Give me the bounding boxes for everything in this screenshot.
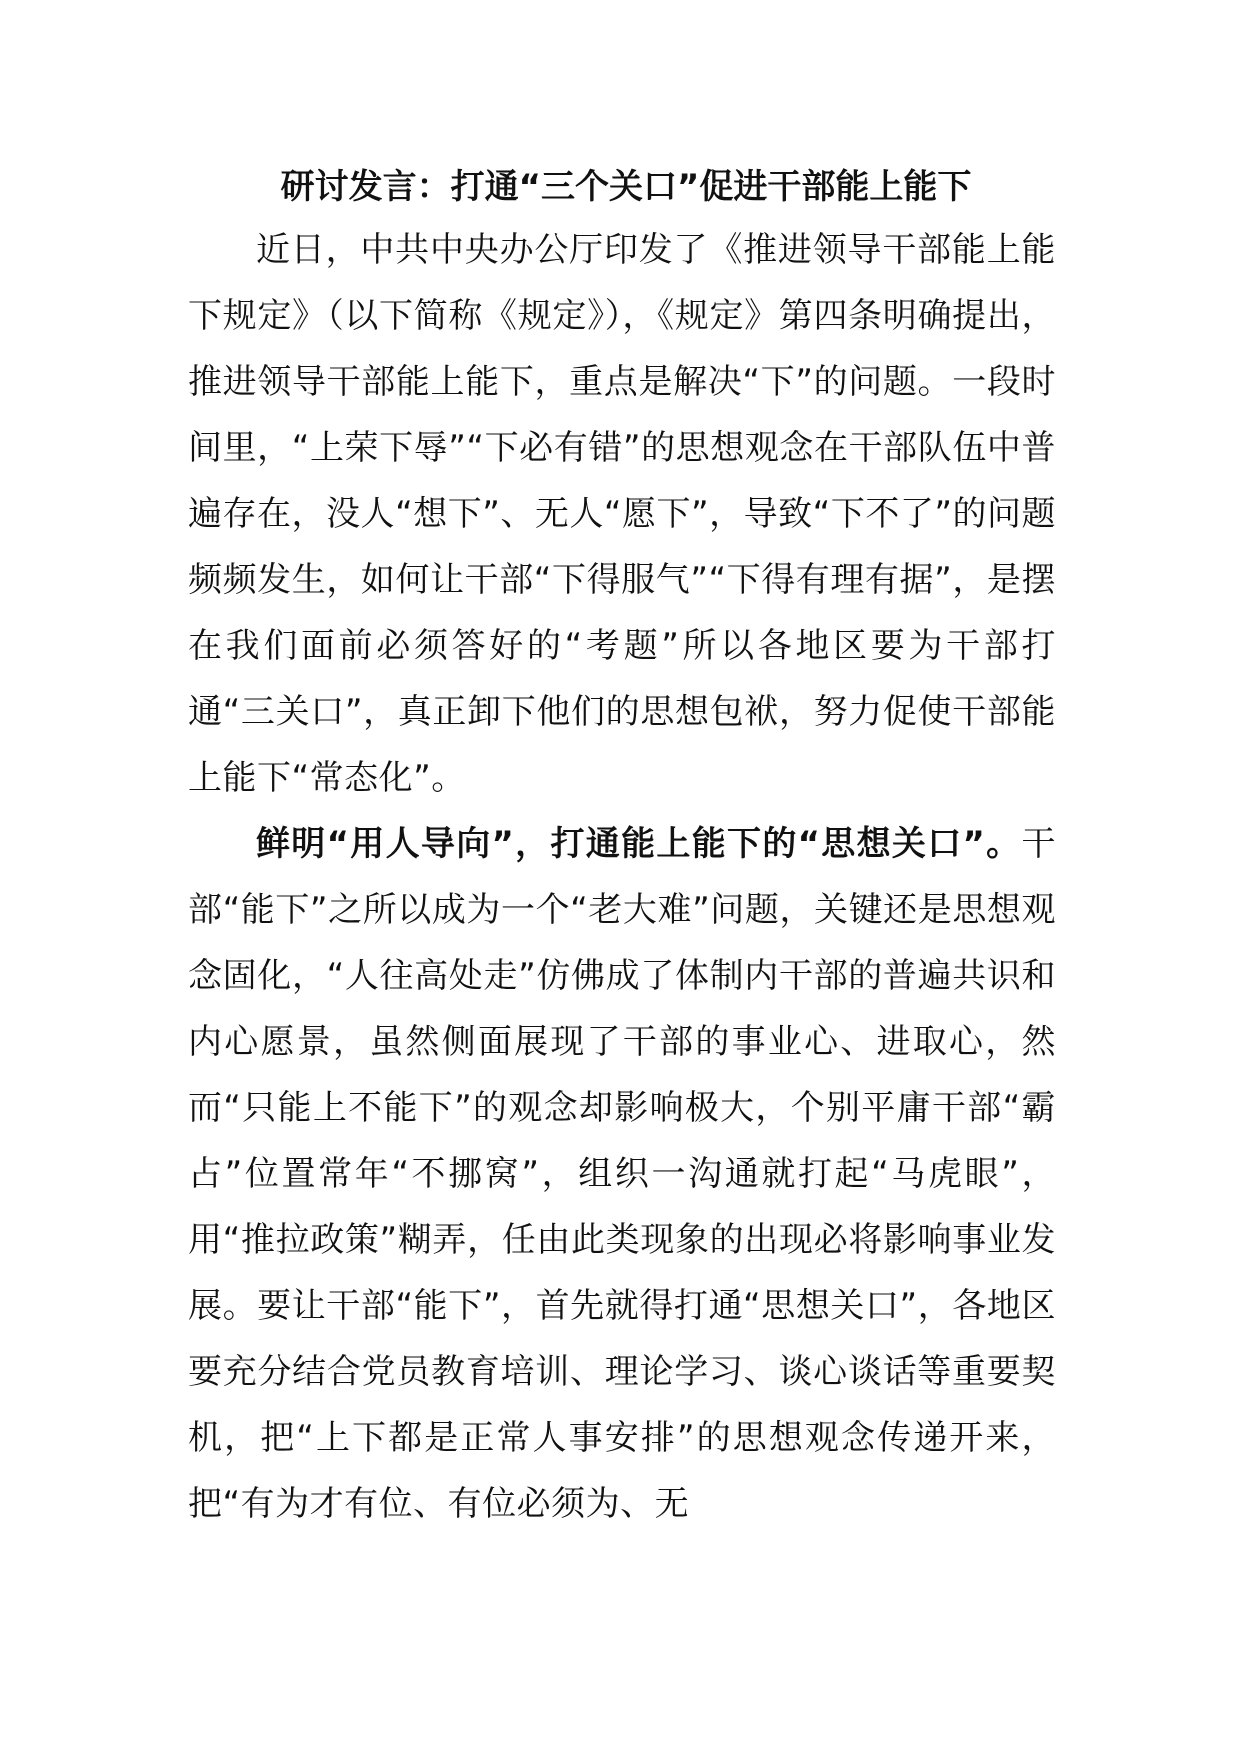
- document-body: [188, 157, 1056, 1537]
- paragraph-thought-gate-text: 干部“能下”之所以成为一个“老大难”问题，关键还是思想观念固化，“人往高处走”仿佛成了体制内干部的普遍共识和内心愿景，虽然侧面展现了干部的事业心、进取心，然而“只能上不能下”的观念却影响极大，个别平庸干部“霸占”位置常年“不挪窝”，组织一沟通就打起“马虎眼”，用“推拉政策”糊弄，任由此类现象的出现必将影响事业发展。要让干部“能下”，首先就得打通“思想关口”，各地区要充分结合党员教育培训、理论学习、谈心谈话等重要契机，把“上下都是正常人事安排”的思想观念传递开来，把“有为才有位、有位必须为、无: [188, 824, 1056, 1524]
- document-title: 研讨发言：打通“三个关口”促进干部能上能下: [280, 167, 972, 207]
- paragraph-intro: [188, 217, 1056, 811]
- section-heading-thought-gate: 鲜明“用人导向”，打通能上能下的“思想关口”。: [256, 824, 1022, 864]
- paragraph-thought-gate: [188, 811, 1056, 1537]
- paragraph-intro-text: 近日，中共中央办公厅印发了《推进领导干部能上能下规定》（以下简称《规定》），《规定》第四条明确提出，推进领导干部能上能下，重点是解决“下”的问题。一段时间里，“上荣下辱”“下必有错”的思想观念在干部队伍中普遍存在，没人“想下”、无人“愿下”，导致“下不了”的问题频频发生，如何让干部“下得服气”“下得有理有据”，是摆在我们面前必须答好的“考题”所以各地区要为干部打通“三关口”，真正卸下他们的思想包袱，努力促使干部能上能下“常态化”。: [188, 230, 1056, 798]
